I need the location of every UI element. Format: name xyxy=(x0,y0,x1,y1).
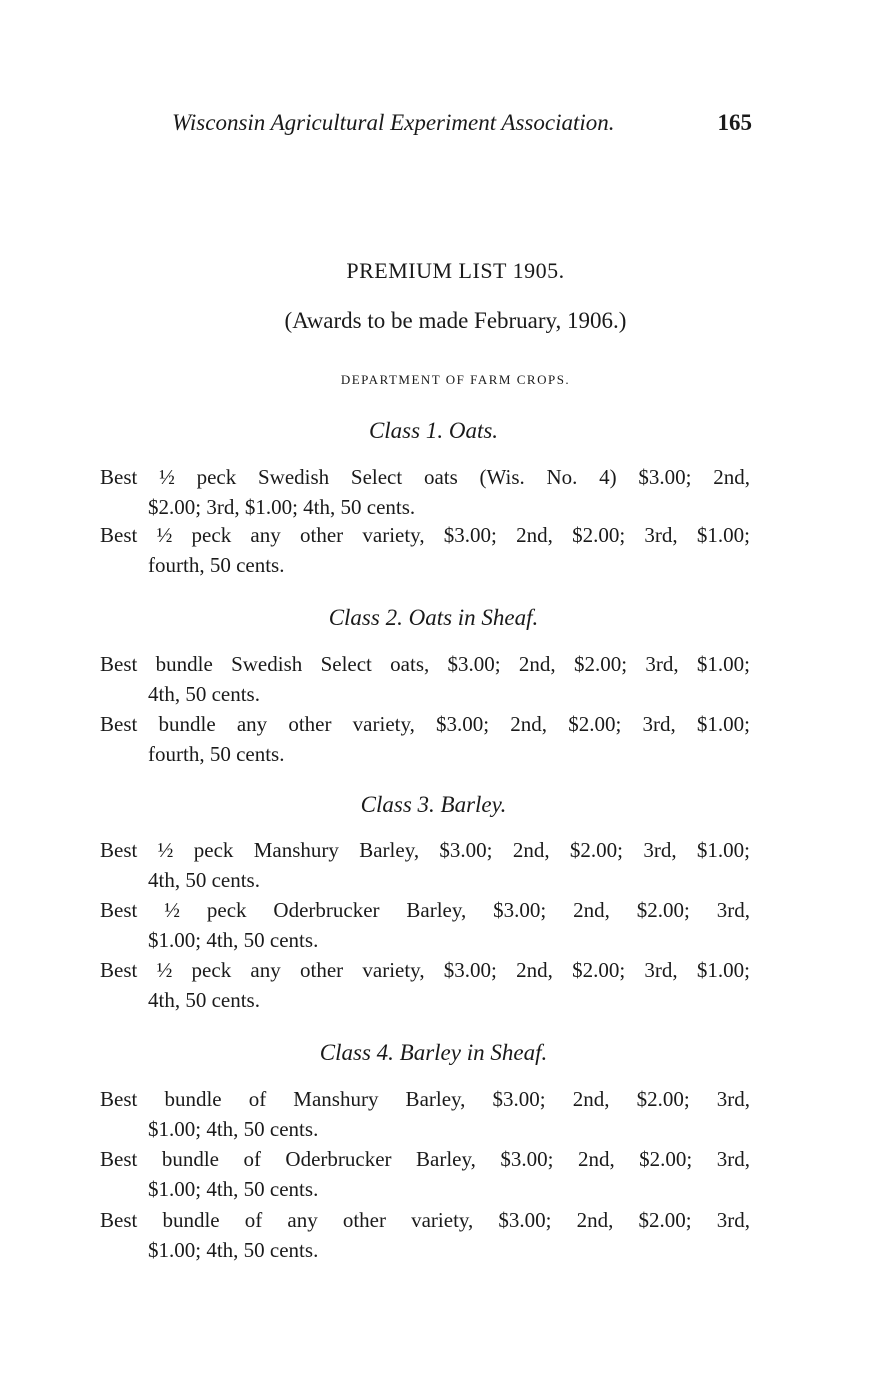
entry-line: Best ½ peck any other variety, $3.00; 2nd, $2.00; 3rd, $1.00; xyxy=(100,523,750,547)
entry-line: Best bundle any other variety, $3.00; 2nd, $2.00; 3rd, $1.00; xyxy=(100,712,750,736)
page-number: 165 xyxy=(717,110,752,135)
entry-continuation: fourth, 50 cents. xyxy=(148,553,285,577)
premium-entry xyxy=(100,520,750,580)
class-heading: Class 3. Barley. xyxy=(360,792,507,817)
entry-line: Best ½ peck any other variety, $3.00; 2nd, $2.00; 3rd, $1.00; xyxy=(100,958,750,982)
entry-continuation: $1.00; 4th, 50 cents. xyxy=(148,1177,319,1201)
entry-continuation: 4th, 50 cents. xyxy=(148,988,260,1012)
class-heading: Class 4. Barley in Sheaf. xyxy=(319,1040,548,1065)
entry-line: Best bundle of any other variety, $3.00; 2nd, $2.00; 3rd, xyxy=(100,1208,750,1232)
entry-continuation: 4th, 50 cents. xyxy=(148,682,260,706)
entry-line: Best ½ peck Oderbrucker Barley, $3.00; 2nd, $2.00; 3rd, xyxy=(100,898,750,922)
page-subtitle: (Awards to be made February, 1906.) xyxy=(284,308,627,333)
entry-continuation: $1.00; 4th, 50 cents. xyxy=(148,928,319,952)
entry-continuation: $2.00; 3rd, $1.00; 4th, 50 cents. xyxy=(148,495,416,519)
entry-line: Best bundle Swedish Select oats, $3.00; 2nd, $2.00; 3rd, $1.00; xyxy=(100,652,750,676)
class-heading: Class 1. Oats. xyxy=(368,418,499,443)
entry-continuation: 4th, 50 cents. xyxy=(148,868,260,892)
entry-continuation: $1.00; 4th, 50 cents. xyxy=(148,1238,319,1262)
entry-line: Best ½ peck Swedish Select oats (Wis. No. 4) $3.00; 2nd, xyxy=(100,465,750,489)
entry-line: Best bundle of Manshury Barley, $3.00; 2nd, $2.00; 3rd, xyxy=(100,1087,750,1111)
running-title: Wisconsin Agricultural Experiment Association. xyxy=(172,110,615,135)
department-heading: DEPARTMENT OF FARM CROPS. xyxy=(340,372,571,387)
entry-line: Best ½ peck Manshury Barley, $3.00; 2nd, $2.00; 3rd, $1.00; xyxy=(100,838,750,862)
premium-entry xyxy=(100,709,750,769)
premium-entry xyxy=(100,1144,750,1204)
premium-entry xyxy=(100,955,750,1015)
premium-entry xyxy=(100,835,750,895)
premium-entry xyxy=(100,1084,750,1144)
entry-continuation: fourth, 50 cents. xyxy=(148,742,285,766)
premium-entry xyxy=(100,895,750,955)
entry-line: Best bundle of Oderbrucker Barley, $3.00; 2nd, $2.00; 3rd, xyxy=(100,1147,750,1171)
class-heading: Class 2. Oats in Sheaf. xyxy=(328,605,539,630)
premium-entry xyxy=(100,462,750,522)
page-title: PREMIUM LIST 1905. xyxy=(346,258,565,283)
entry-continuation: $1.00; 4th, 50 cents. xyxy=(148,1117,319,1141)
premium-entry xyxy=(100,1205,750,1265)
premium-entry xyxy=(100,649,750,709)
running-head xyxy=(172,110,752,144)
